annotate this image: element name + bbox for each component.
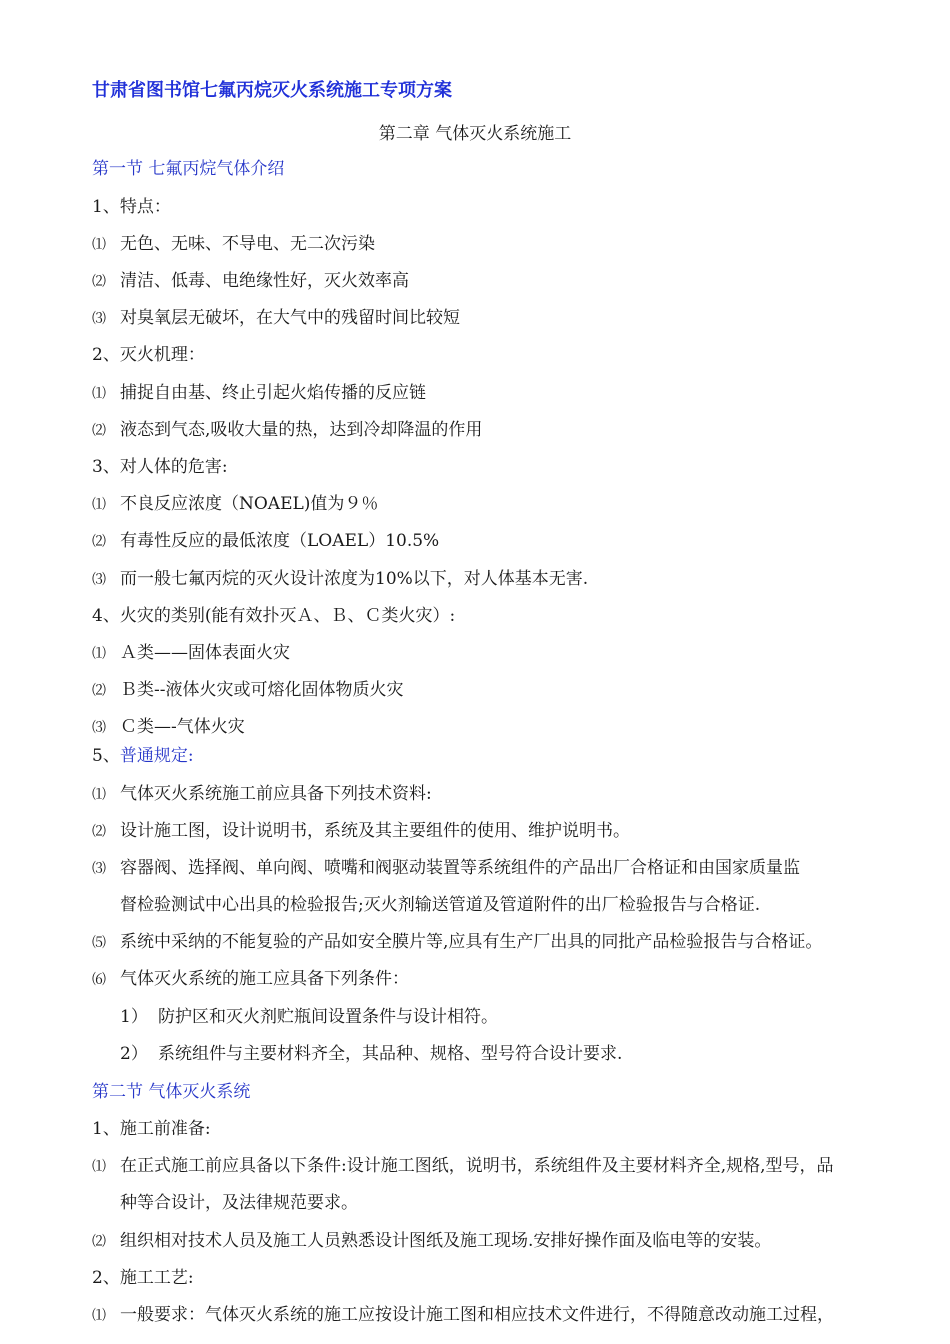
document-title: 甘肃省图书馆七氟丙烷灭火系统施工专项方案 [92, 80, 452, 101]
list-number: ⑶ [92, 861, 106, 877]
sub-list-number: 1） [120, 1007, 148, 1027]
list-number: ⑴ [92, 1308, 106, 1324]
list-number: ⑸ [92, 935, 106, 951]
section-heading: 第二节 气体灭火系统 [92, 1082, 251, 1102]
sub-list-item [120, 1043, 622, 1065]
list-text: 捕捉自由基、终止引起火焰传播的反应链 [120, 383, 426, 403]
list-item [92, 968, 409, 991]
item-title: 普通规定: [119, 746, 194, 766]
list-number: ⑵ [92, 1234, 106, 1250]
list-item [92, 931, 822, 954]
list-number: ⑵ [92, 534, 106, 550]
item-heading: 2、施工工艺: [92, 1268, 194, 1288]
item-heading: 1、特点： [92, 197, 171, 217]
list-number: ⑴ [92, 1159, 106, 1175]
list-number: ⑶ [92, 311, 106, 327]
list-number: ⑴ [92, 646, 106, 662]
list-item [92, 568, 588, 591]
list-text: 而一般七氟丙烷的灭火设计浓度为10%以下，对人体基本无害. [120, 569, 589, 589]
list-text: Ｂ类--液体火灾或可熔化固体物质火灾 [120, 680, 404, 700]
item-heading: 4、火灾的类别(能有效扑灭Ａ、Ｂ、Ｃ类火灾）: [92, 606, 456, 626]
list-item [92, 857, 800, 880]
list-item [92, 530, 439, 553]
list-text: 不良反应浓度（NOAEL)值为９％ [120, 494, 379, 514]
list-text: 容器阀、选择阀、单向阀、喷嘴和阀驱动装置等系统组件的产品出厂合格证和由国家质量监 [120, 858, 800, 878]
list-text: 无色、无味、不导电、无二次污染 [120, 234, 375, 254]
item-number: 5、 [92, 746, 120, 766]
list-number: ⑴ [92, 237, 106, 253]
list-number: ⑵ [92, 423, 106, 439]
list-item [92, 493, 378, 516]
list-item [92, 382, 426, 405]
section-heading: 第一节 七氟丙烷气体介绍 [92, 159, 285, 179]
list-number: ⑶ [92, 572, 106, 588]
sub-list-item [120, 1006, 498, 1028]
list-item [92, 783, 432, 806]
list-item [92, 820, 630, 843]
list-number: ⑵ [92, 824, 106, 840]
list-number: ⑴ [92, 787, 106, 803]
list-number: ⑹ [92, 972, 106, 988]
list-text: Ｃ类—-气体火灾 [120, 717, 245, 737]
sub-list-number: 2） [120, 1044, 148, 1064]
list-text: 气体灭火系统施工前应具备下列技术资料: [120, 784, 432, 804]
chapter-heading: 第二章 气体灭火系统施工 [378, 124, 572, 144]
list-item [92, 1155, 834, 1178]
list-item [92, 419, 482, 442]
list-text: 有毒性反应的最低浓度（LOAEL）10.5% [120, 531, 440, 551]
list-item [92, 270, 409, 293]
list-item [92, 642, 290, 665]
list-item [92, 1230, 771, 1253]
item-heading: 2、灭火机理： [92, 345, 205, 365]
list-number: ⑶ [92, 720, 106, 736]
item-heading [92, 745, 194, 767]
list-text: 液态到气态,吸收大量的热，达到冷却降温的作用 [120, 420, 483, 440]
list-item [92, 307, 460, 330]
sub-list-text: 系统组件与主要材料齐全，其品种、规格、型号符合设计要求. [158, 1044, 623, 1064]
list-text: 一般要求：气体灭火系统的施工应按设计施工图和相应技术文件进行，不得随意改动施工过程， [120, 1305, 834, 1325]
list-number: ⑴ [92, 497, 106, 513]
list-continuation: 督检验测试中心出具的检验报告;灭火剂输送管道及管道附件的出厂检验报告与合格证. [120, 895, 761, 915]
list-item [92, 716, 245, 739]
sub-list-text: 防护区和灭火剂贮瓶间设置条件与设计相符。 [158, 1007, 498, 1027]
list-item [92, 679, 404, 702]
list-text: 气体灭火系统的施工应具备下列条件： [120, 969, 409, 989]
list-text: 对臭氧层无破坏，在大气中的残留时间比较短 [120, 308, 460, 328]
list-number: ⑵ [92, 274, 106, 290]
list-number: ⑴ [92, 386, 106, 402]
list-text: Ａ类——固体表面火灾 [120, 643, 290, 663]
list-text: 设计施工图，设计说明书，系统及其主要组件的使用、维护说明书。 [120, 821, 630, 841]
list-continuation: 种等合设计，及法律规范要求。 [120, 1193, 358, 1213]
list-text: 组织相对技术人员及施工人员熟悉设计图纸及施工现场.安排好操作面及临电等的安装。 [120, 1231, 772, 1251]
list-item [92, 1304, 834, 1327]
list-number: ⑵ [92, 683, 106, 699]
item-heading: 1、施工前准备: [92, 1119, 211, 1139]
item-heading: 3、对人体的危害: [92, 457, 228, 477]
list-item [92, 233, 375, 256]
list-text: 系统中采纳的不能复验的产品如安全膜片等,应具有生产厂出具的同批产品检验报告与合格证。 [120, 932, 823, 952]
list-text: 在正式施工前应具备以下条件:设计施工图纸，说明书，系统组件及主要材料齐全,规格,型号，品 [120, 1156, 834, 1176]
list-text: 清洁、低毒、电绝缘性好，灭火效率高 [120, 271, 409, 291]
